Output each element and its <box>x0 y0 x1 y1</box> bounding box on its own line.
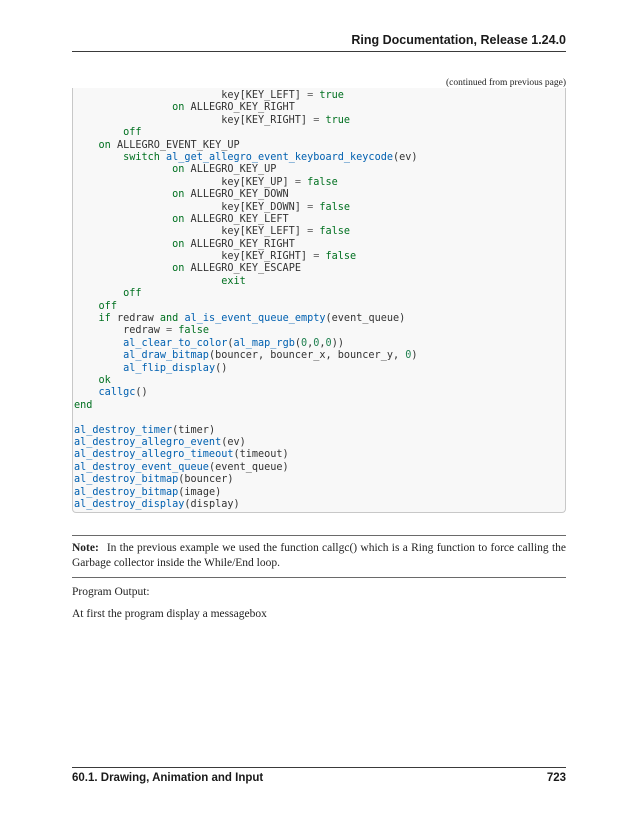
code-token: on <box>172 189 185 201</box>
code-token: (ev) <box>392 151 418 163</box>
code-token: = <box>307 201 314 213</box>
code-token: (bouncer, bouncer_x, bouncer_y, <box>208 350 406 362</box>
code-token: () <box>215 362 228 374</box>
code-token <box>74 214 172 225</box>
code-token: () <box>135 387 148 399</box>
code-token: 0 <box>405 350 412 362</box>
code-line <box>74 425 418 437</box>
code-token <box>74 276 221 287</box>
continued-label: (continued from previous page) <box>445 78 566 88</box>
code-token: exit <box>221 275 246 287</box>
body-paragraph: At first the program display a messagebox <box>72 608 267 620</box>
footer-rule <box>72 767 566 768</box>
code-token <box>74 313 99 324</box>
code-token: on <box>172 238 185 250</box>
code-token: (event_queue) <box>325 313 406 325</box>
code-token: )) <box>331 337 344 349</box>
code-token <box>74 301 99 312</box>
code-line <box>74 127 418 139</box>
code-token: ok <box>98 374 111 386</box>
code-token: (display) <box>184 498 240 510</box>
code-token: ALLEGRO_EVENT_KEY_UP <box>110 139 240 151</box>
code-token: al_get_allegro_event_keyboard_keycode <box>166 151 393 163</box>
code-token: al_destroy_allegro_event <box>74 436 222 448</box>
code-line <box>74 102 418 114</box>
code-token <box>74 387 99 398</box>
code-line <box>74 226 418 238</box>
code-token <box>74 288 123 299</box>
code-token: redraw <box>110 313 160 325</box>
code-token <box>74 338 123 349</box>
code-token: al_destroy_bitmap <box>74 486 179 498</box>
code-token: ( <box>294 337 301 349</box>
code-token: false <box>325 251 357 263</box>
code-token: (ev) <box>221 436 246 448</box>
note-text: In the previous example we used the function callgc() which is a Ring function to force calling the Garbage collector inside the While/End loop. <box>72 542 566 569</box>
code-token: 0 <box>300 337 308 349</box>
code-token: al_draw_bitmap <box>123 350 209 362</box>
code-token: al_is_event_queue_empty <box>184 313 326 325</box>
header-rule <box>72 51 566 52</box>
code-line <box>74 214 418 226</box>
code-token: and <box>159 313 179 325</box>
code-token: = <box>307 226 314 238</box>
note-box <box>72 535 566 578</box>
code-token: ALLEGRO_KEY_DOWN <box>184 189 289 201</box>
code-token <box>74 239 172 250</box>
code-token: al_destroy_timer <box>74 424 173 436</box>
code-token: (timer) <box>172 424 216 436</box>
code-token <box>74 102 172 113</box>
code-token: = <box>313 114 320 126</box>
code-token: al_map_rgb <box>233 337 295 349</box>
code-token: al_clear_to_color <box>123 337 228 349</box>
code-token: al_flip_display <box>123 362 216 374</box>
code-line <box>74 487 418 499</box>
code-line <box>74 301 418 313</box>
code-line <box>74 177 418 189</box>
code-line <box>74 202 418 214</box>
code-token: off <box>98 300 117 312</box>
code-token: on <box>98 139 111 151</box>
program-output-label: Program Output: <box>72 586 150 598</box>
code-token: key[KEY_RIGHT] <box>74 114 314 126</box>
code-line <box>74 189 418 201</box>
code-token: key[KEY_LEFT] <box>74 90 308 101</box>
code-token: callgc <box>98 387 136 399</box>
code-token: 0 <box>325 337 332 349</box>
code-token: true <box>325 114 351 126</box>
code-token: key[KEY_UP] <box>74 176 295 188</box>
code-token <box>74 164 172 175</box>
code-line <box>74 263 418 275</box>
code-line <box>74 350 418 362</box>
code-token: on <box>172 263 185 275</box>
code-token: = <box>166 325 173 337</box>
code-token: (timeout) <box>233 449 289 461</box>
code-token: 0 <box>313 337 320 349</box>
code-token: on <box>172 164 185 176</box>
code-token <box>74 375 99 386</box>
code-token <box>74 127 123 138</box>
code-token: , <box>307 337 314 349</box>
code-token: on <box>172 102 185 114</box>
code-token <box>74 152 123 163</box>
code-token: key[KEY_DOWN] <box>74 201 308 213</box>
code-token: = <box>294 176 301 188</box>
code-token: = <box>307 90 314 101</box>
code-token: (bouncer) <box>178 474 234 486</box>
code-token: ALLEGRO_KEY_ESCAPE <box>184 263 301 275</box>
code-line <box>74 449 418 461</box>
code-line <box>74 276 418 288</box>
code-line <box>74 140 418 152</box>
code-token: on <box>172 213 185 225</box>
code-token: off <box>123 288 142 300</box>
code-line <box>74 437 418 449</box>
code-token: key[KEY_LEFT] <box>74 226 308 238</box>
code-token: ( <box>227 337 234 349</box>
code-line <box>74 474 418 486</box>
code-token: al_destroy_event_queue <box>74 461 209 473</box>
code-line <box>74 164 418 176</box>
code-token: , <box>319 337 326 349</box>
code-token: false <box>319 226 351 238</box>
code-token: al_destroy_allegro_timeout <box>74 449 234 461</box>
code-token <box>74 263 172 274</box>
code-token: redraw <box>74 325 167 337</box>
code-line <box>74 338 418 350</box>
code-token <box>74 363 123 374</box>
code-line <box>74 412 418 424</box>
code-token: = <box>313 251 320 263</box>
code-line <box>74 400 418 412</box>
code-token: false <box>307 176 338 188</box>
code-token: key[KEY_RIGHT] <box>74 251 314 263</box>
running-header-title: Ring Documentation, Release 1.24.0 <box>351 33 566 47</box>
code-token: (event_queue) <box>208 461 289 473</box>
code-line <box>74 239 418 251</box>
code-token: ALLEGRO_KEY_UP <box>184 164 277 176</box>
code-token: ALLEGRO_KEY_RIGHT <box>184 102 295 114</box>
code-token: al_destroy_bitmap <box>74 474 179 486</box>
code-token: al_destroy_display <box>74 498 185 510</box>
code-line <box>74 387 418 399</box>
code-token: switch <box>123 151 160 163</box>
code-token: false <box>178 325 209 337</box>
code-token <box>74 189 172 200</box>
code-line <box>74 90 418 102</box>
code-token: if <box>98 313 111 325</box>
footer-section-title: 60.1. Drawing, Animation and Input <box>72 772 264 784</box>
code-line <box>74 251 418 263</box>
code-line <box>74 363 418 375</box>
note-label: Note: <box>72 542 99 554</box>
page-number: 723 <box>546 772 566 784</box>
code-token: ) <box>411 350 418 362</box>
code-line <box>74 288 418 300</box>
code-token: off <box>123 127 142 139</box>
code-listing <box>74 90 418 511</box>
code-line <box>74 462 418 474</box>
code-token: ALLEGRO_KEY_LEFT <box>184 213 289 225</box>
code-token: ALLEGRO_KEY_RIGHT <box>184 238 295 250</box>
code-token: false <box>319 201 351 213</box>
code-line <box>74 152 418 164</box>
code-line <box>74 115 418 127</box>
code-token <box>74 140 99 151</box>
code-token: true <box>319 90 344 101</box>
code-token: (image) <box>178 486 222 498</box>
code-line <box>74 499 418 511</box>
code-token: end <box>74 399 93 411</box>
code-line <box>74 325 418 337</box>
code-line <box>74 375 418 387</box>
code-token <box>74 350 123 361</box>
code-line <box>74 313 418 325</box>
